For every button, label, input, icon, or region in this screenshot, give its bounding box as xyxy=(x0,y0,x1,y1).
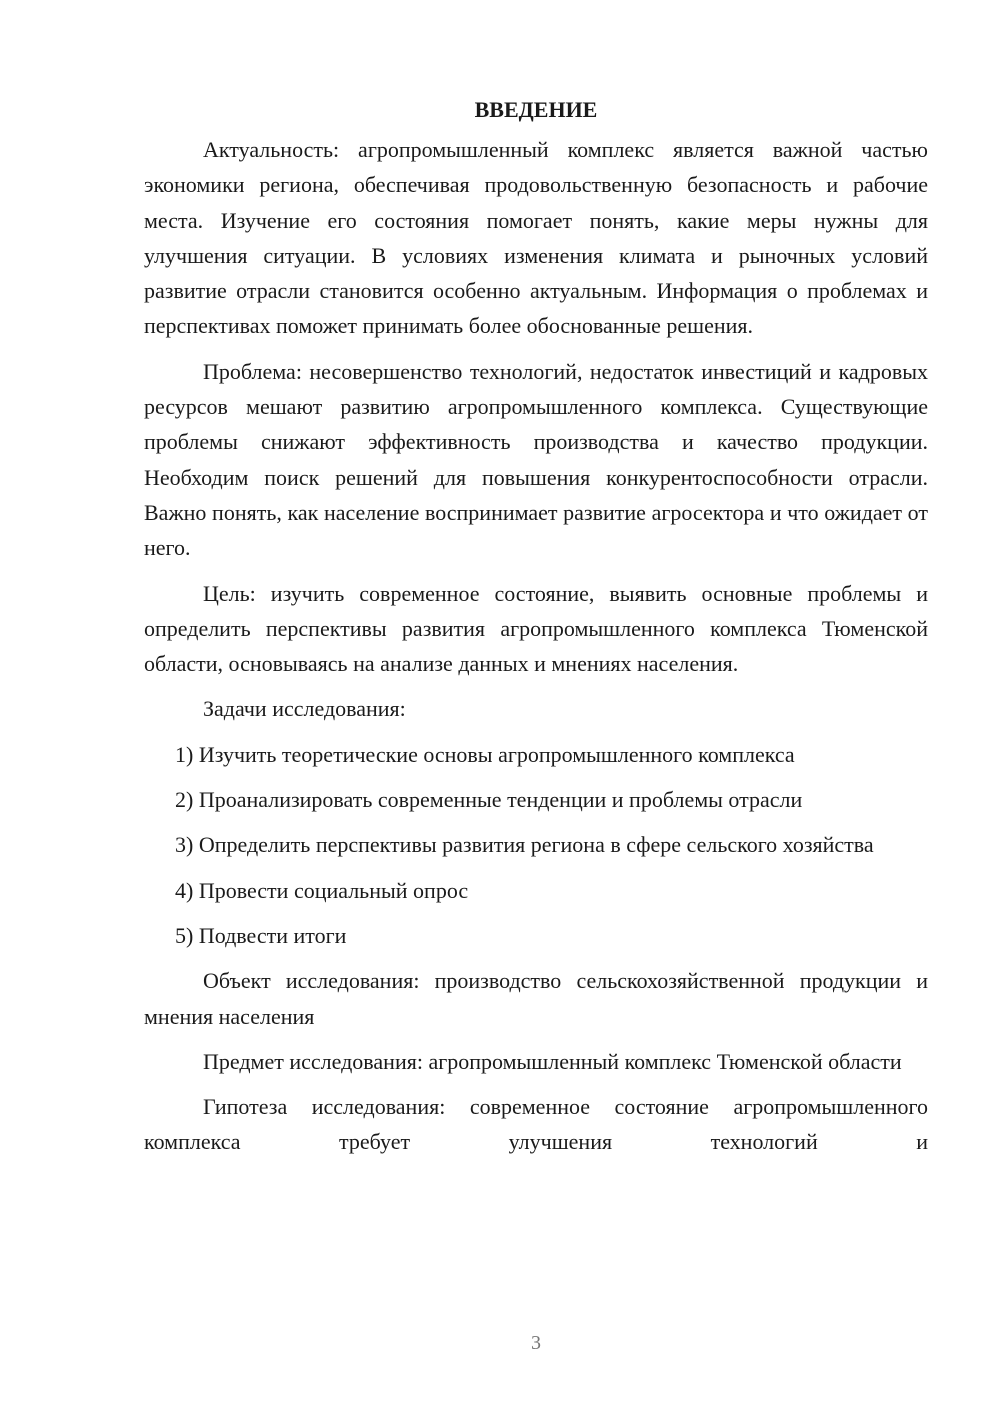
paragraph-hypothesis: Гипотеза исследования: современное состояние агропромышленного комплекса требует улучшения технологий и xyxy=(144,1094,928,1155)
page-title: ВВЕДЕНИЕ xyxy=(474,97,598,122)
task-item: 2) Проанализировать современные тенденции и проблемы отрасли xyxy=(175,787,803,813)
paragraph-goal: Цель: изучить современное состояние, выявить основные проблемы и определить перспективы развития агропромышленного комплекса Тюменской области, основываясь на анализе данных и мнениях населения. xyxy=(144,580,928,677)
task-item: 5) Подвести итоги xyxy=(175,922,347,948)
task-item: 4) Провести социальный опрос xyxy=(175,877,469,903)
task-item: 1) Изучить теоретические основы агропромышленного комплекса xyxy=(175,741,795,767)
paragraph-object: Объект исследования: производство сельскохозяйственной продукции и мнения населения xyxy=(144,968,928,1029)
paragraph-relevance: Актуальность: агропромышленный комплекс является важной частью экономики региона, обеспечивая продовольственную безопасность и рабочие места. Изучение его состояния помогает понять, какие меры нужны для улучшения ситуации. В условиях изменения климата и рыночных условий развитие отрасли становится особенно актуальным. Информация о проблемах и перспективах поможет принимать более обоснованные решения. xyxy=(144,137,928,339)
paragraph-problem: Проблема: несовершенство технологий, недостаток инвестиций и кадровых ресурсов мешают развитию агропромышленного комплекса. Существующие проблемы снижают эффективность производства и качество продукции. Необходим поиск решений для повышения конкурентоспособности отрасли. Важно понять, как население воспринимает развитие агросектора и что ожидает от него. xyxy=(144,358,928,561)
paragraph-subject: Предмет исследования: агропромышленный комплекс Тюменской области xyxy=(203,1048,902,1074)
task-item: 3) Определить перспективы развития региона в сфере сельского хозяйства xyxy=(175,832,874,858)
tasks-heading: Задачи исследования: xyxy=(203,696,406,722)
page-number: 3 xyxy=(531,1332,541,1354)
document-page xyxy=(144,92,928,1170)
